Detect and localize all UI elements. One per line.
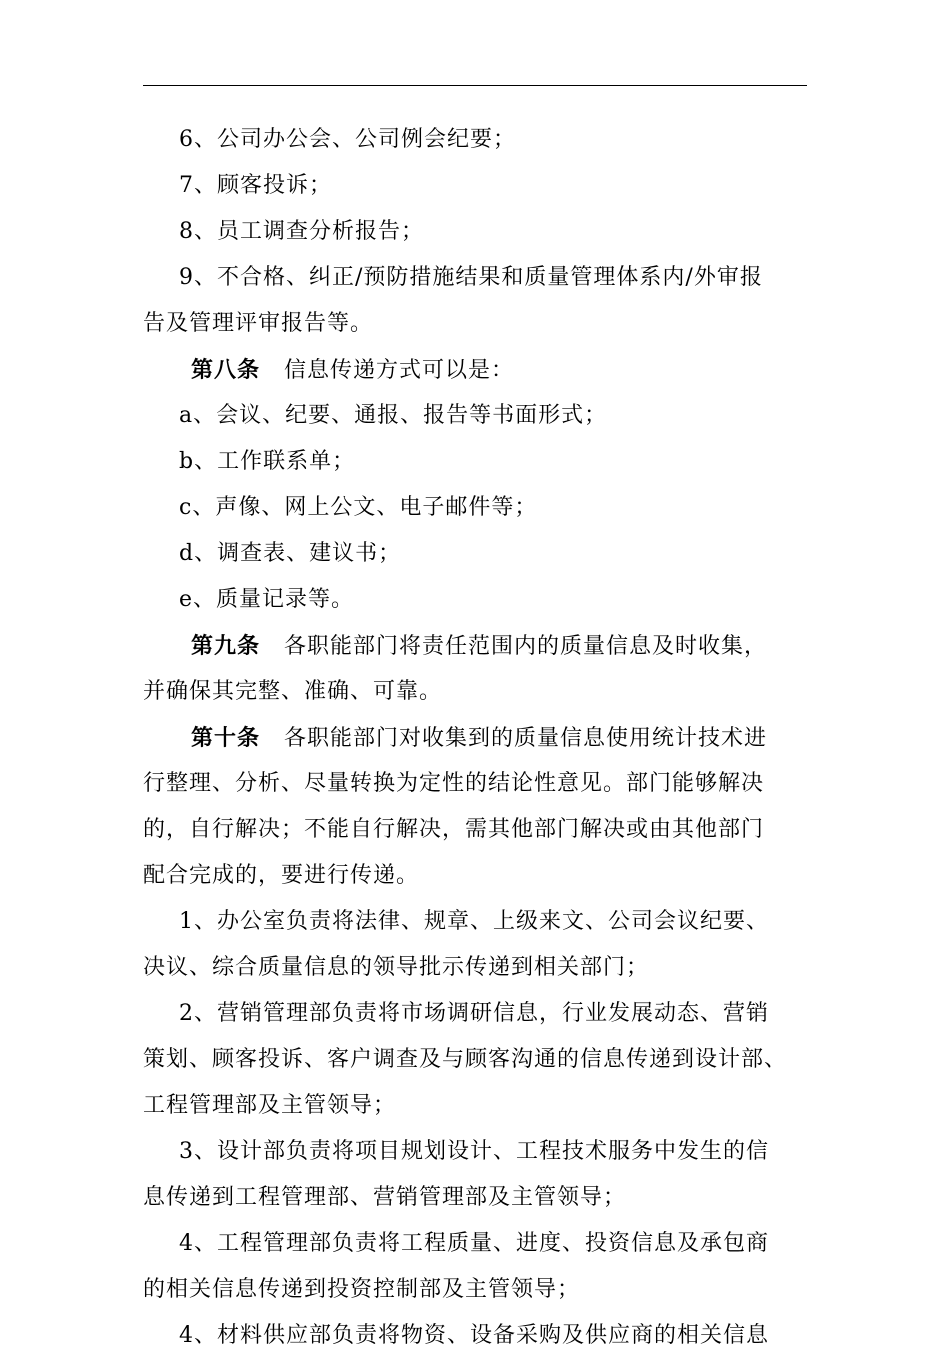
list-item: e、质量记录等。 [179,587,355,612]
article-10 [143,715,823,761]
list-item: c、声像、网上公文、电子邮件等； [179,495,538,520]
list-item: 9、不合格、纠正/预防措施结果和质量管理体系内/外审报 [179,265,763,290]
list-item-continuation: 决议、综合质量信息的领导批示传递到相关部门； [143,955,650,980]
article-heading: 第九条 [191,633,261,659]
list-item-continuation: 告及管理评审报告等。 [143,311,374,336]
header-rule [143,85,807,86]
article-text: 各职能部门将责任范围内的质量信息及时收集， [284,634,768,659]
article-text-continuation: 的，自行解决；不能自行解决，需其他部门解决或由其他部门 [143,817,765,842]
list-item: 3、设计部负责将项目规划设计、工程技术服务中发生的信 [179,1139,769,1164]
article-heading: 第十条 [191,725,261,751]
article-text-continuation: 并确保其完整、准确、可靠。 [143,679,443,704]
article-text: 各职能部门对收集到的质量信息使用统计技术进 [284,726,768,751]
article-text-continuation: 配合完成的，要进行传递。 [143,863,420,888]
article-9 [143,623,823,669]
article-text: 信息传递方式可以是： [284,358,515,383]
list-item-continuation: 工程管理部及主管领导； [143,1093,397,1118]
list-item-continuation: 策划、顾客投诉、客户调查及与顾客沟通的信息传递到设计部、 [143,1047,788,1072]
list-item: 2、营销管理部负责将市场调研信息，行业发展动态、营销 [179,1001,769,1026]
list-item-continuation: 的相关信息传递到投资控制部及主管领导； [143,1277,581,1302]
article-8 [143,347,823,393]
list-item: 4、工程管理部负责将工程质量、进度、投资信息及承包商 [179,1231,769,1256]
list-item: b、工作联系单； [179,449,356,474]
list-item: d、调查表、建议书； [179,541,402,566]
list-item: a、会议、纪要、通报、报告等书面形式； [179,403,608,428]
document-body [143,117,823,1359]
list-item: 7、顾客投诉； [179,173,332,198]
article-text-continuation: 行整理、分析、尽量转换为定性的结论性意见。部门能够解决 [143,771,765,796]
list-item: 6、公司办公会、公司例会纪要； [179,127,516,152]
article-heading: 第八条 [191,357,261,383]
list-item: 4、材料供应部负责将物资、设备采购及供应商的相关信息 [179,1323,769,1348]
list-item-continuation: 息传递到工程管理部、营销管理部及主管领导； [143,1185,627,1210]
list-item: 8、员工调查分析报告； [179,219,424,244]
list-item: 1、办公室负责将法律、规章、上级来文、公司会议纪要、 [179,909,769,934]
